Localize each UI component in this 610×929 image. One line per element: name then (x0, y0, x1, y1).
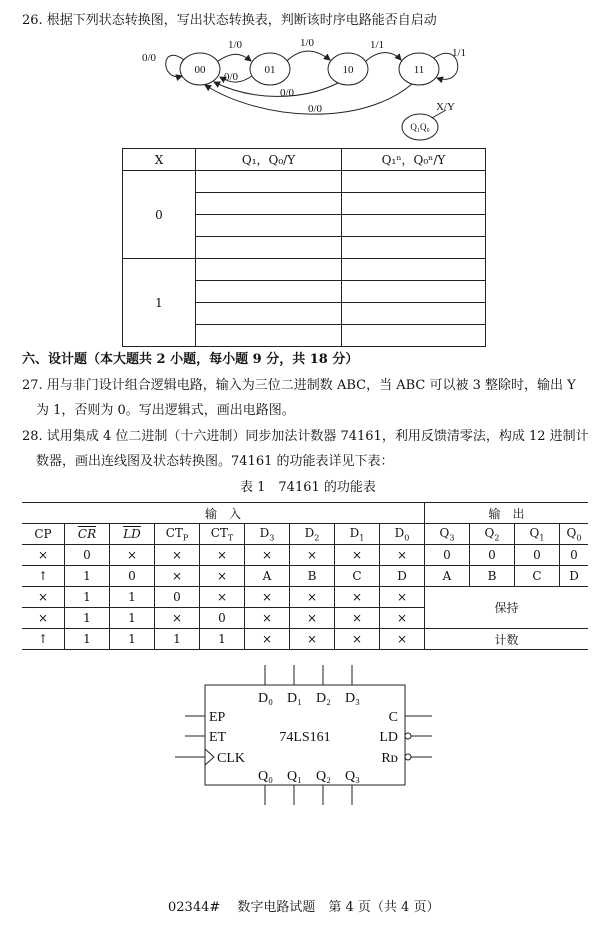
pin-d2: D₂ (316, 691, 331, 706)
col-d1: $D_1$ (335, 524, 380, 545)
pin-et: ET (209, 730, 227, 745)
state-diagram (0, 30, 610, 145)
table-row: × 0 × × × × × × × 0 0 0 0 (22, 545, 588, 566)
state-table (122, 148, 486, 347)
blank-cell (196, 171, 342, 193)
table-title: 表 1 74161 的功能表 (240, 480, 376, 495)
pin-c: C (388, 710, 398, 725)
function-table (22, 502, 588, 650)
q27-line1: 27. 用与非门设计组合逻辑电路，输入为三位二进制数 ABC，当 ABC 可以被 3 整除时，输出 Y (22, 378, 576, 393)
col-d3: $D_3$ (245, 524, 290, 545)
col-q1: $Q_1$ (515, 524, 560, 545)
label-11-00: 0/0 (308, 103, 323, 115)
output-header: 输 出 (425, 503, 589, 524)
pin-rd: Rᴅ (381, 751, 398, 766)
pin-q1: Q₁ (287, 769, 302, 784)
edge-10-11 (366, 53, 401, 61)
chip-name: 74LS161 (279, 730, 331, 745)
col-cr: $\overline{CR}$ (65, 524, 110, 545)
state-10-label: 10 (342, 64, 354, 76)
pin-d1: D₁ (287, 691, 302, 706)
label-10-00: 0/0 (280, 87, 295, 99)
table-row: × 1 1 0 × × × × × 保持 (22, 587, 588, 608)
x-value-1: 1 (123, 259, 196, 347)
pin-ep: EP (209, 710, 226, 725)
pin-q0: Q₀ (258, 769, 273, 784)
label-self11: 1/1 (452, 47, 467, 59)
legend-edge-label: X/Y (436, 101, 455, 113)
table-row: ↑ 1 1 1 1 × × × × 计数 (22, 629, 588, 650)
table-row: × 1 1 × 0 × × × × (22, 608, 588, 629)
col-d2: $D_2$ (290, 524, 335, 545)
pin-q3: Q₃ (345, 769, 360, 784)
col-q3: $Q_3$ (425, 524, 470, 545)
column-header-row (22, 524, 588, 545)
label-01-00: 0/0 (224, 71, 239, 83)
input-header: 输 入 (22, 503, 425, 524)
edge-00-01 (218, 54, 251, 61)
pin-d3: D₃ (345, 691, 360, 706)
blank-cell (342, 171, 486, 193)
state-00-label: 00 (194, 64, 206, 76)
header-q: Q₁，Q₀/Y (196, 149, 342, 171)
page-footer: 02344# 数字电路试题 第 4 页（共 4 页） (168, 900, 440, 915)
legend-state-label: Q₁Q₀ (410, 122, 430, 132)
col-cp: CP (22, 524, 65, 545)
edge-self-00 (166, 55, 184, 76)
label-01-10: 1/0 (300, 37, 315, 49)
pin-d0: D₀ (258, 691, 273, 706)
header-qn: Q₁ⁿ，Q₀ⁿ/Y (342, 149, 486, 171)
edge-01-10 (287, 51, 330, 61)
col-q2: $Q_2$ (470, 524, 515, 545)
col-ld: $\overline{LD}$ (110, 524, 155, 545)
label-00-01: 1/0 (228, 39, 243, 51)
label-self00: 0/0 (142, 52, 157, 64)
col-ctt: $CT_T$ (200, 524, 245, 545)
q27-line2: 为 1，否则为 0。写出逻辑式，画出电路图。 (36, 403, 295, 418)
pin-ld: LD (379, 730, 398, 745)
count-cell: 计数 (425, 629, 589, 650)
header-x: X (123, 149, 196, 171)
col-q0: $Q_0$ (560, 524, 589, 545)
section6-title: 六、设计题（本大题共 2 小题，每小题 9 分，共 18 分） (22, 352, 359, 367)
col-ctp: $CT_P$ (155, 524, 200, 545)
label-10-11: 1/1 (370, 39, 385, 51)
col-d0: $D_0$ (380, 524, 425, 545)
chip-74ls161 (0, 660, 610, 810)
hold-cell: 保持 (425, 587, 589, 629)
pin-clk: CLK (217, 751, 245, 766)
q26-text: 26. 根据下列状态转换图，写出状态转换表，判断该时序电路能否自启动 (22, 13, 437, 28)
table-row: ↑ 1 0 × × A B C D A B C D (22, 566, 588, 587)
q28-line1: 28. 试用集成 4 位二进制（十六进制）同步加法计数器 74161，利用反馈清零法，构成 12 进制计 (22, 429, 589, 444)
x-value-0: 0 (123, 171, 196, 259)
q28-line2: 数器，画出连线图及状态转换图。74161 的功能表详见下表： (36, 454, 394, 469)
state-01-label: 01 (264, 64, 276, 76)
pin-q2: Q₂ (316, 769, 331, 784)
state-11-label: 11 (413, 64, 425, 76)
